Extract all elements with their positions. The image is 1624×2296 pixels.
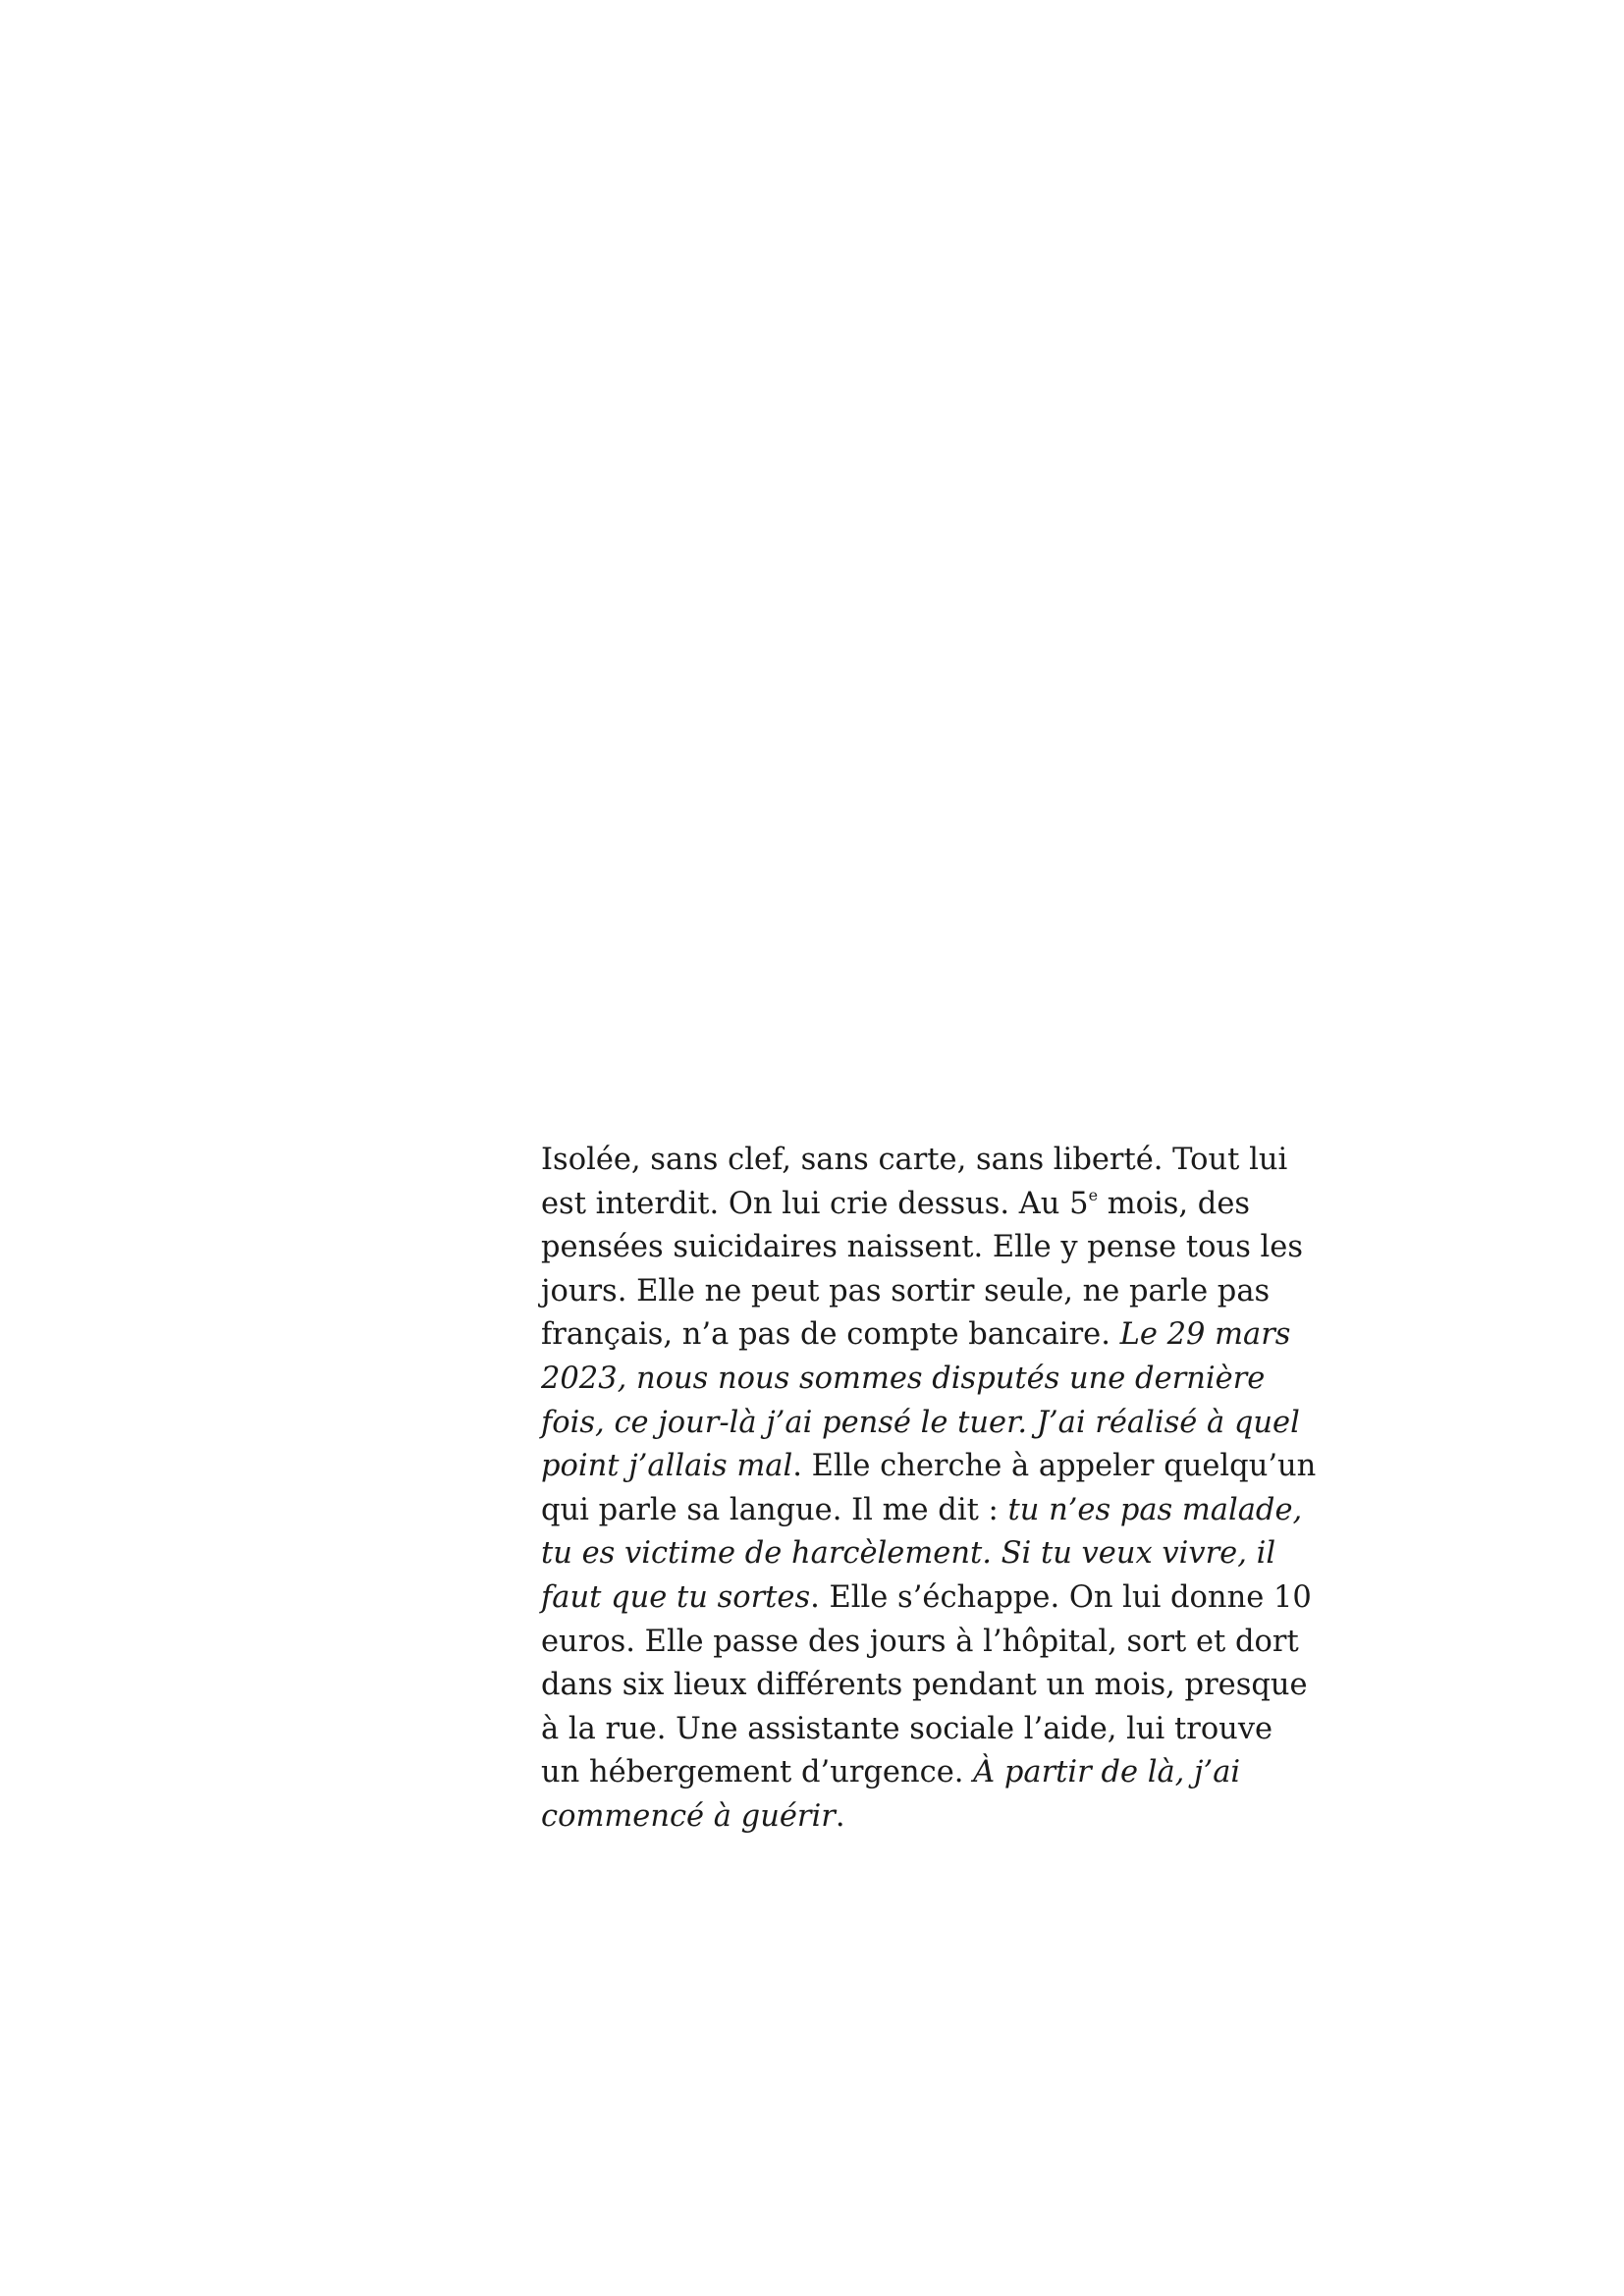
text-run: à la rue. Une assistante sociale l’aide, lui trouve — [541, 1711, 1273, 1746]
italic-quote: tu n’es pas malade, — [1007, 1492, 1303, 1527]
text-line — [541, 1489, 1317, 1533]
text-run: pensées suicidaires naissent. Elle y pense tous les — [541, 1230, 1303, 1265]
text-run: Isolée, sans clef, sans carte, sans liberté. Tout lui — [541, 1143, 1288, 1177]
text-line — [541, 1621, 1317, 1665]
text-line — [541, 1708, 1317, 1752]
italic-quote: fois, ce jour-là j’ai pensé le tuer. J’ai réalisé à quel — [541, 1405, 1300, 1440]
text-line — [541, 1139, 1317, 1183]
text-run: euros. Elle passe des jours à l’hôpital, sort et dort — [541, 1624, 1299, 1659]
text-run: . Elle s’échappe. On lui donne 10 — [810, 1579, 1312, 1615]
text-line — [541, 1751, 1317, 1795]
text-run: . Elle cherche à appeler quelqu’un — [792, 1449, 1317, 1484]
text-line — [541, 1532, 1317, 1576]
text-line — [541, 1795, 1317, 1840]
body-paragraph — [541, 1139, 1317, 1840]
text-line — [541, 1576, 1317, 1621]
text-run: mois, des — [1098, 1186, 1251, 1221]
italic-quote: point j’allais mal — [541, 1449, 793, 1484]
text-line — [541, 1402, 1317, 1446]
text-line — [541, 1664, 1317, 1708]
italic-quote: commencé à guérir — [541, 1798, 836, 1834]
text-run: . — [835, 1798, 845, 1834]
superscript: e — [1088, 1185, 1099, 1204]
text-line — [541, 1183, 1317, 1227]
text-line — [541, 1270, 1317, 1314]
italic-quote: tu es victime de harcèlement. Si tu veux vivre, il — [541, 1536, 1276, 1572]
text-run: dans six lieux différents pendant un mois, presque — [541, 1668, 1308, 1703]
text-line — [541, 1313, 1317, 1358]
italic-quote: 2023, nous nous sommes disputés une dernière — [541, 1361, 1266, 1396]
text-run: est interdit. On lui crie dessus. Au 5 — [541, 1186, 1089, 1221]
text-line — [541, 1226, 1317, 1270]
italic-quote: faut que tu sortes — [541, 1579, 811, 1615]
italic-quote: À partir de là, j’ai — [973, 1755, 1241, 1790]
text-run: qui parle sa langue. Il me dit : — [541, 1492, 1008, 1527]
text-line — [541, 1445, 1317, 1489]
italic-quote: Le 29 mars — [1119, 1317, 1291, 1353]
text-run: jours. Elle ne peut pas sortir seule, ne parle pas — [541, 1273, 1271, 1308]
text-run: un hébergement d’urgence. — [541, 1755, 974, 1790]
text-run: français, n’a pas de compte bancaire. — [541, 1317, 1120, 1353]
text-line — [541, 1358, 1317, 1402]
